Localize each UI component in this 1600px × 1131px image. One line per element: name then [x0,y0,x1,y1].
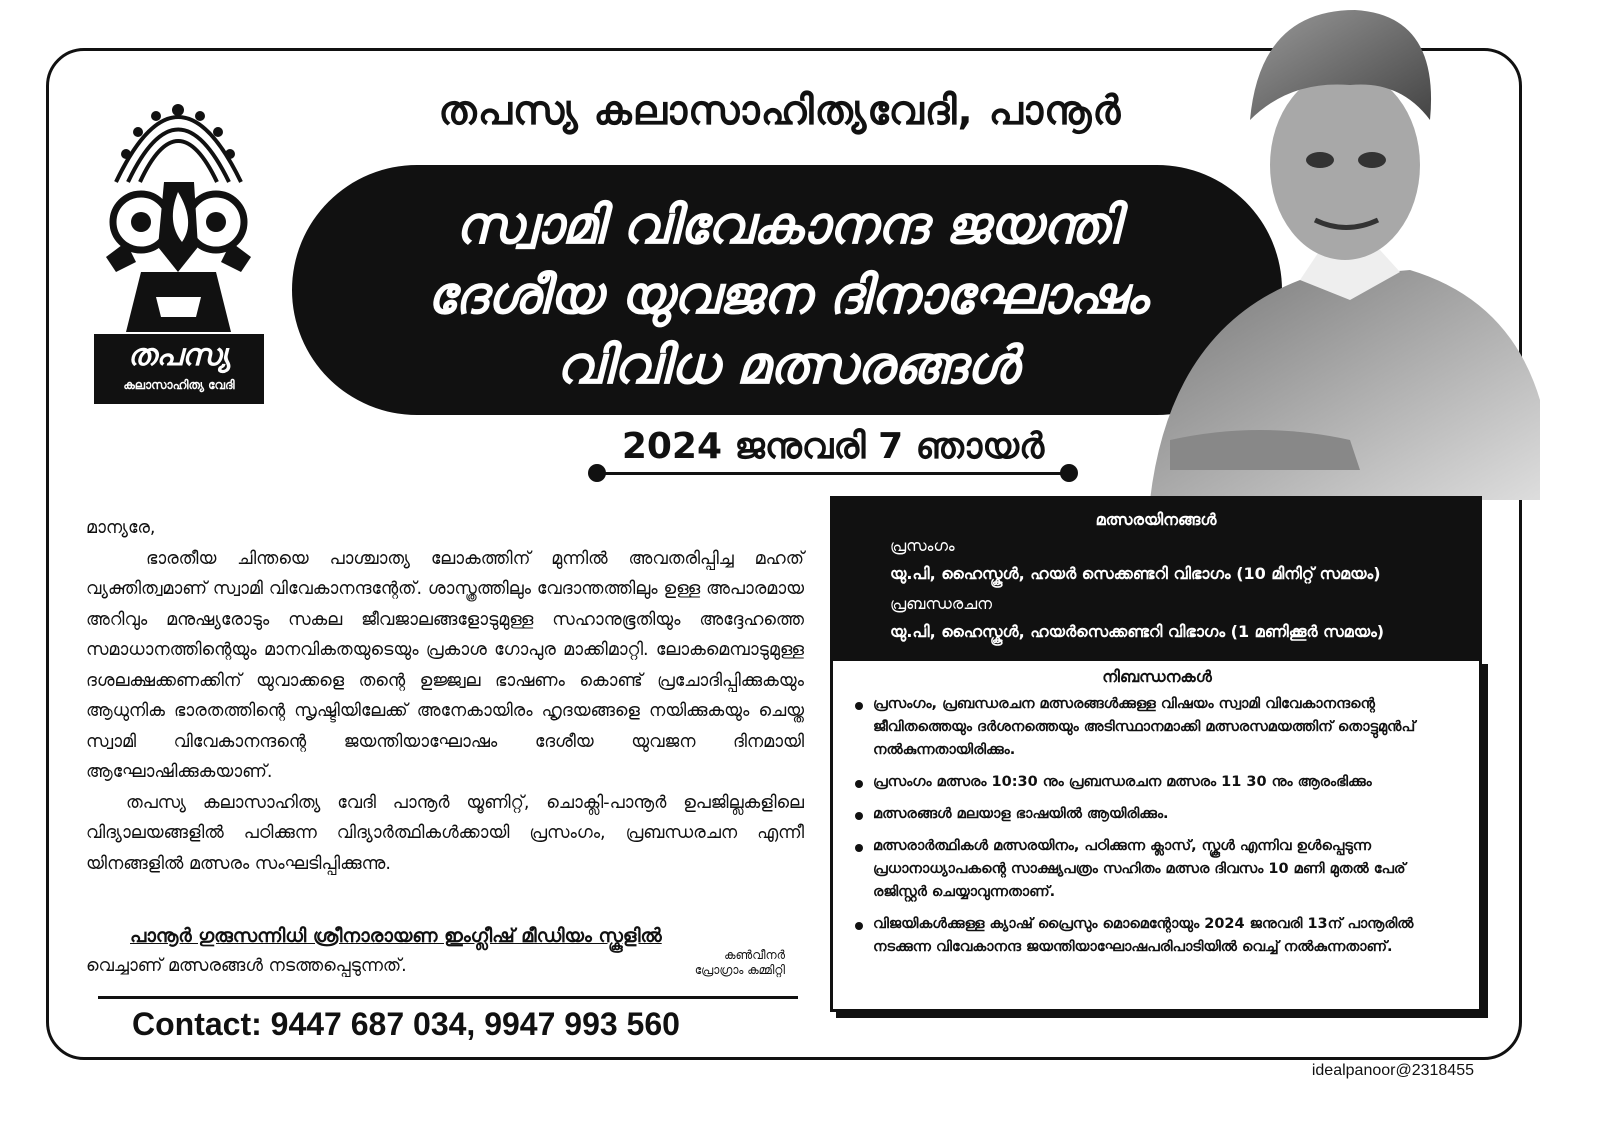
competition-detail: യു.പി, ഹൈസ്കൂൾ, ഹയർസെക്കണ്ടറി വിഭാഗം (1 മണിക്കൂർ സമയം) [890,622,1385,641]
venue-name: പാനൂർ ഗുരുസന്നിധി ശ്രീനാരായണ ഇംഗ്ലീഷ് മീഡിയം സ്കൂളിൽ [130,925,662,947]
convener-title: കൺവീനർ [724,948,785,962]
competitions-box [830,496,1482,664]
letter-greeting: മാന്യരേ, [86,518,156,538]
competition-detail: യു.പി, ഹൈസ്കൂൾ, ഹയർ സെക്കണ്ടറി വിഭാഗം (10 മിനിറ്റ് സമയം) [890,564,1381,583]
rules-box [830,658,1482,1012]
letter-paragraph-2: തപസ്യ കലാസാഹിത്യ വേദി പാനൂർ യൂണിറ്റ്, ചൊക്ലി-പാനൂർ ഉപജില്ലകളിലെ വിദ്യാലയങ്ങളിൽ പഠിക്കുന്ന വിദ്യാർത്ഥികൾക്കായി പ്രസംഗം, പ്രബന്ധരചന എന്നീ യിനങ്ങളിൽ മത്സരം സംഘടിപ്പിക്കുന്നു. [86,792,804,874]
competitions-title: മത്സരയിനങ്ങൾ [1095,510,1217,529]
date-dot-right [1060,464,1078,482]
venue-statement: വെച്ചാണ് മത്സരങ്ങൾ നടത്തപ്പെടുന്നത്. [86,956,407,976]
invitation-letter [86,513,804,879]
letter-paragraph-1: ഭാരതീയ ചിന്തയെ പാശ്ചാത്യ ലോകത്തിന് മുന്നിൽ അവതരിപ്പിച്ച മഹത് വ്യക്തിത്വമാണ് സ്വാമി വിവേകാനന്ദന്റേത്. ശാസ്ത്രത്തിലും വേദാന്തത്തിലും ഉള്ള അപാരമായ അറിവും മനുഷ്യരോടും സകല ജീവജാലങ്ങളോടുമുള്ള സഹാനുഭൂതിയും അദ്ദേഹത്തെ സമാധാനത്തിന്റെയും മാനവികതയുടെയും പ്രകാശ ഗോപുര മാക്കിമാറ്റി. ലോകമെമ്പാടുമുള്ള ദശലക്ഷക്കണക്കിന് യുവാക്കളെ തന്റെ ഉജ്ജ്വല ഭാഷണം കൊണ്ട് പ്രചോദിപ്പിക്കുകയും ആധുനിക ഭാരതത്തിന്റെ സൃഷ്ടിയിലേക്ക് അനേകായിരം ഹൃദയങ്ങളെ നയിക്കുകയും ചെയ്ത സ്വാമി വിവേകാനന്ദന്റെ ജയന്തിയാഘോഷം ദേശീയ യുവജന ദിനമായി ആഘോഷിക്കുകയാണ്. [86,548,804,782]
banner-line-2: ദേശീയ യുവജന ദിനാഘോഷം [426,266,1148,326]
date-dot-left [588,464,606,482]
date-underline [596,472,1070,475]
list-item: മത്സരങ്ങൾ മലയാള ഭാഷയിൽ ആയിരിക്കും. [855,803,1459,826]
event-date [588,420,1078,480]
logo-word: തപസ്യ [127,338,231,373]
competition-name: പ്രസംഗം [890,536,955,555]
contact-numbers: Contact: 9447 687 034, 9947 993 560 [132,1006,680,1042]
publisher-code: idealpanoor@2318455 [1311,1062,1474,1079]
list-item: വിജയികൾക്കുള്ള ക്യാഷ് പ്രൈസും മൊമെന്റോയും 2024 ജനുവരി 13ന് പാനൂരിൽ നടക്കുന്ന വിവേകാനന്ദ ജയന്തിയാഘോഷപരിപാടിയിൽ വെച്ച് നൽകുന്നതാണ്. [855,913,1459,959]
list-item: പ്രസംഗം മത്സരം 10:30 നും പ്രബന്ധരചന മത്സരം 11 30 നും ആരംഭിക്കും [855,771,1459,794]
list-item: പ്രസംഗം, പ്രബന്ധരചന മത്സരങ്ങൾക്കുള്ള വിഷയം സ്വാമി വിവേകാനന്ദന്റെ ജീവിതത്തെയും ദർശനത്തെയും അടിസ്ഥാനമാക്കി മത്സരസമയത്തിന് തൊട്ടുമുൻപ് നൽകുന്നതായിരിക്കും. [855,693,1459,762]
event-date-text: 2024 ജനുവരി 7 ഞായർ [621,426,1045,467]
convener-committee: പ്രോഗ്രാം കമ്മിറ്റി [694,963,785,977]
competition-name: പ്രബന്ധരചന [890,594,992,613]
logo-subword: കലാസാഹിത്യ വേദി [123,378,235,392]
convener-signature [660,948,785,978]
contact-separator [98,996,798,999]
list-item: മത്സരാർത്ഥികൾ മത്സരയിനം, പഠിക്കുന്ന ക്ലാസ്, സ്കൂൾ എന്നിവ ഉൾപ്പെടുന്ന പ്രധാനാധ്യാപകന്റെ സാക്ഷ്യപത്രം സഹിതം മത്സര ദിവസം 10 മണി മുതൽ പേര് രജിസ്റ്റർ ചെയ്യാവുന്നതാണ്. [855,835,1459,904]
rules-list [855,693,1459,959]
swami-vivekananda-portrait-icon [1110,0,1550,500]
banner-line-3: വിവിധ മത്സരങ്ങൾ [555,336,1019,396]
rules-title: നിബന്ധനകൾ [1102,667,1212,686]
organisation-title: തപസ്യ കലാസാഹിത്യവേദി, പാനൂർ [438,88,1122,134]
banner-line-1: സ്വാമി വിവേകാനന്ദ ജയന്തി [455,196,1119,256]
